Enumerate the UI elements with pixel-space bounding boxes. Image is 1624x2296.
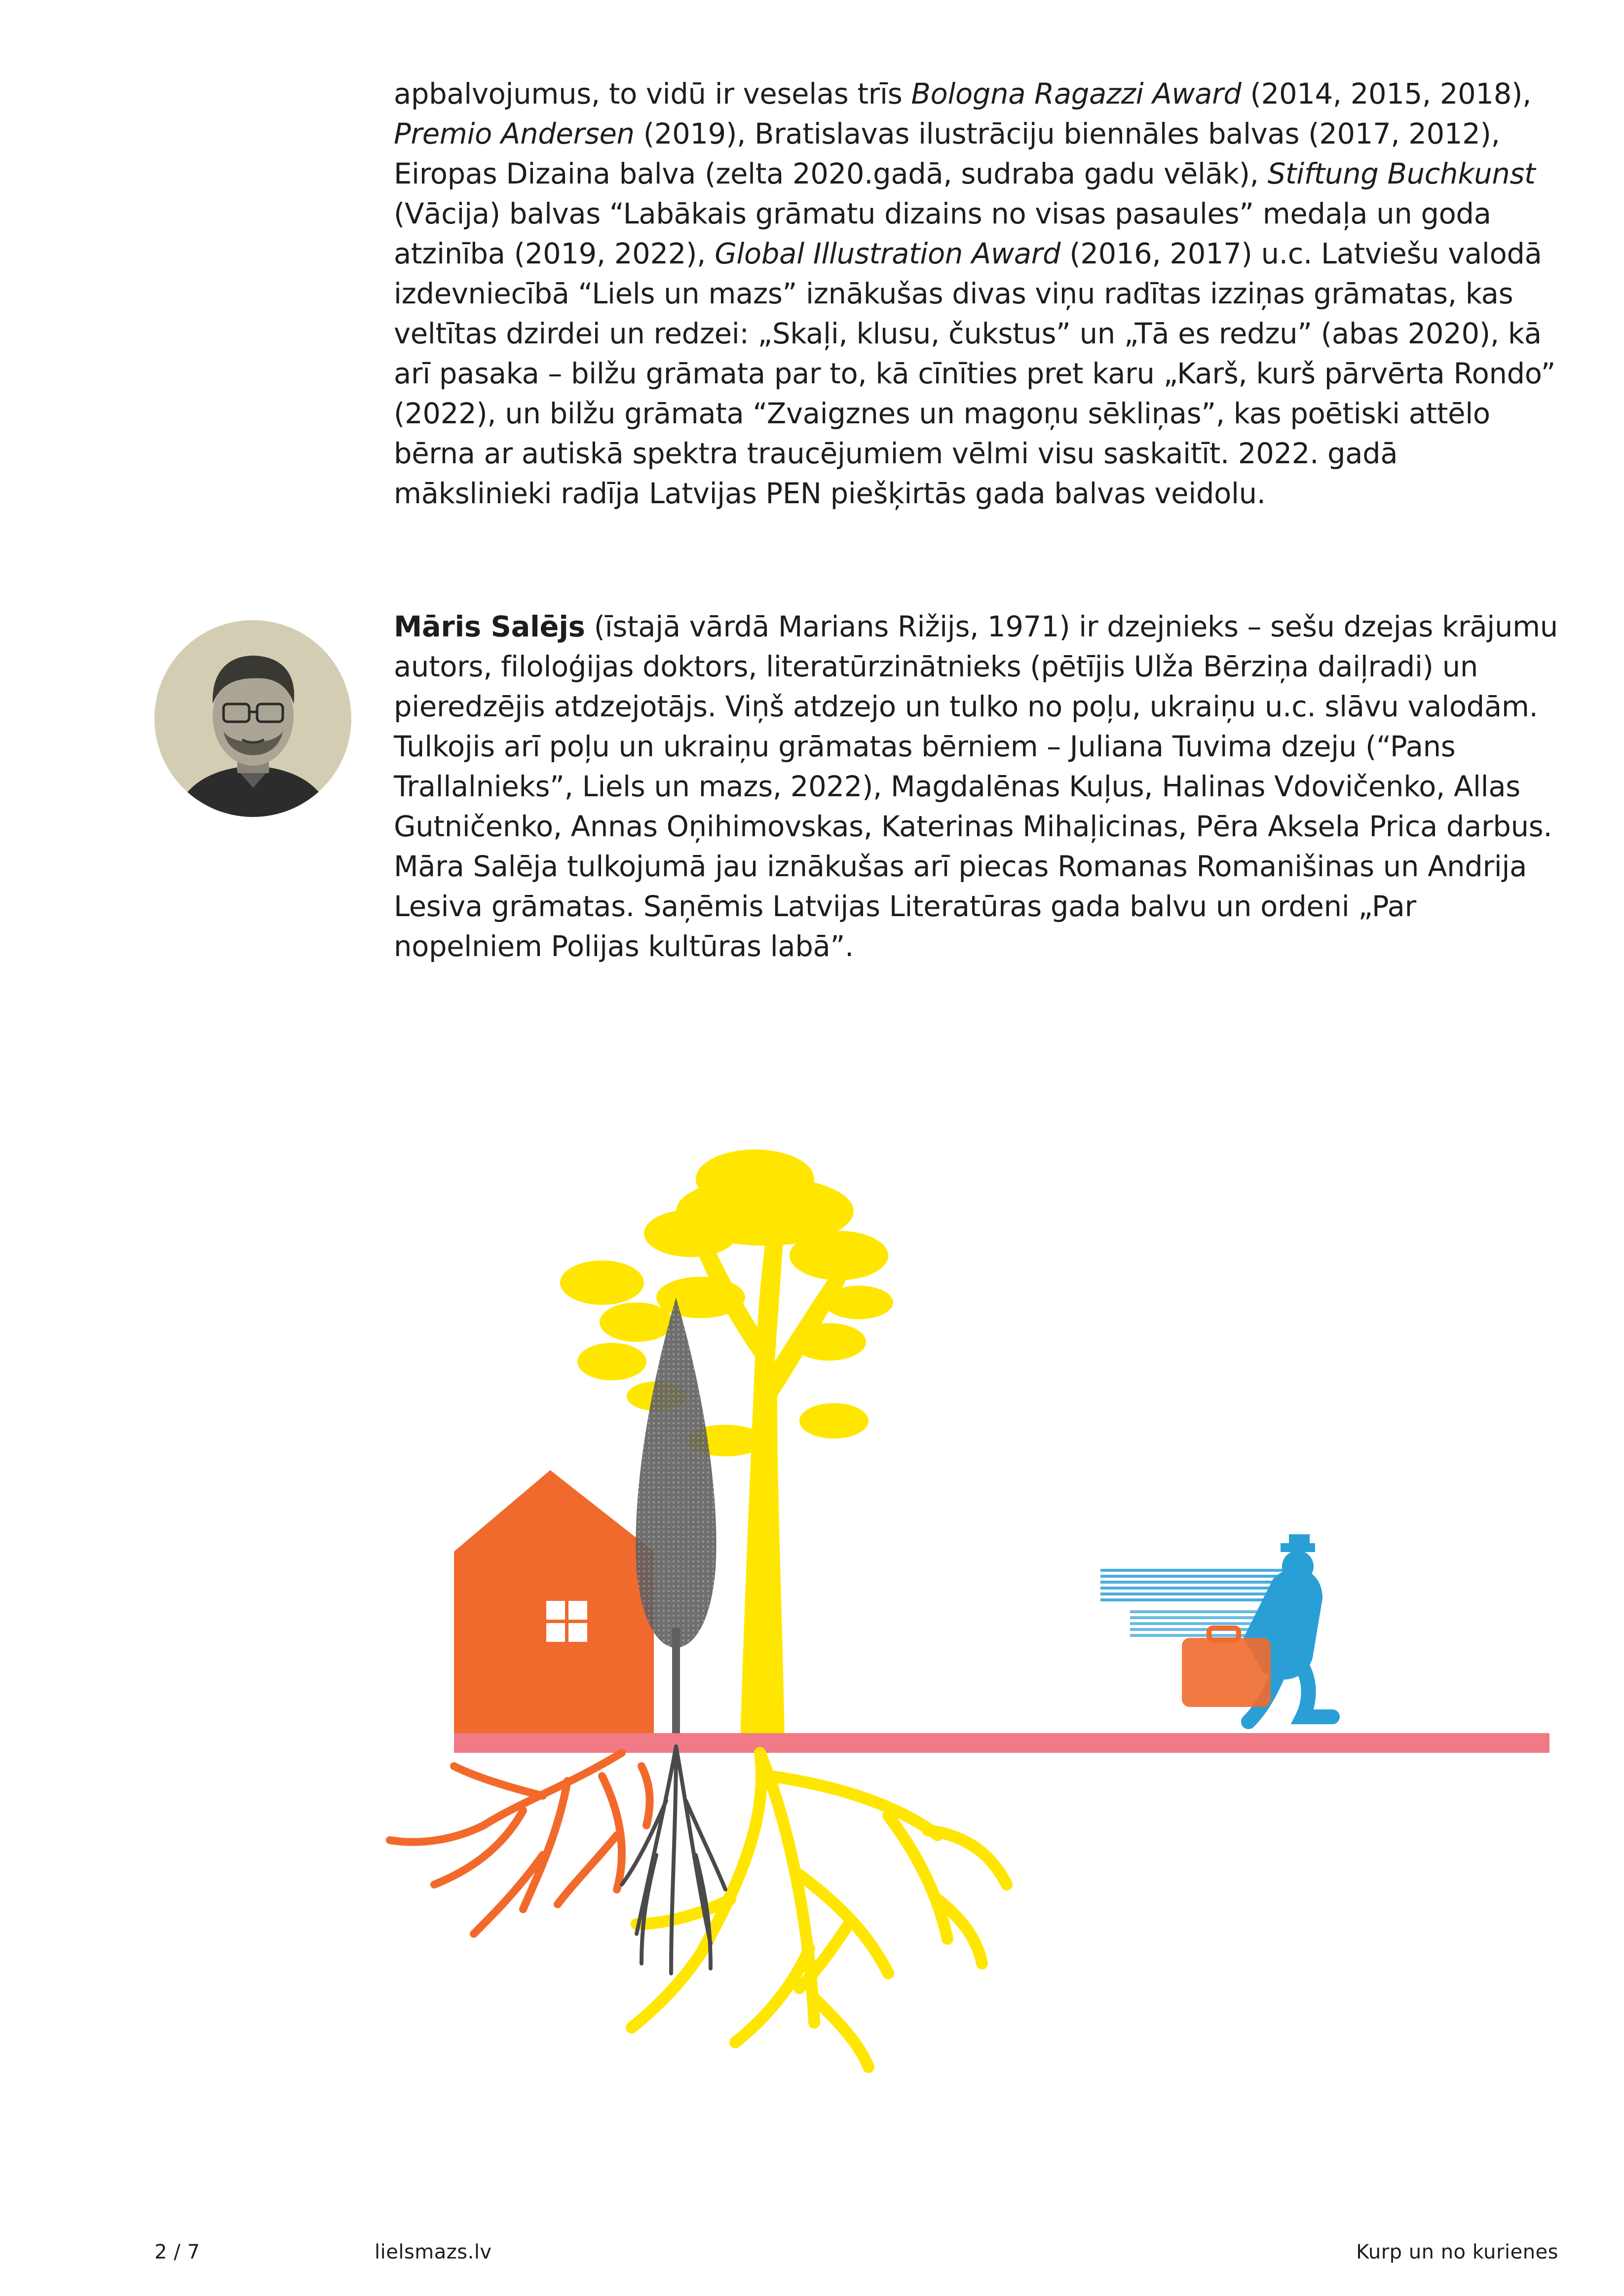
- traveler-figure: [1100, 1534, 1332, 1722]
- ground-line: [454, 1733, 1549, 1753]
- series-title: Kurp un no kurienes: [1356, 2241, 1558, 2263]
- intro-italic-title: Stiftung Buchkunst: [1267, 157, 1536, 190]
- intro-italic-title: Premio Andersen: [394, 117, 635, 150]
- intro-text: apbalvojumus, to vidū ir veselas trīs: [394, 77, 911, 111]
- intro-italic-title: Global Illustration Award: [715, 237, 1061, 270]
- bio-text: (īstajā vārdā Marians Rižijs, 1971) ir dzejnieks – sešu dzejas krājumu autors, filoloģijas doktors, literatūrzinātnieks (pētījis Ulža Bērziņa daiļradi) un pieredzējis atdzejotājs. Viņš atdzejo un tulko no poļu, ukraiņu u.c. slāvu valodām. Tulkojis arī poļu un ukraiņu grāmatas bērniem – Juliana Tuvima dzeju (“Pans Trallalnieks”, Liels un mazs, 2022), Magdalēnas Kuļus, Halinas Vdovičenko, Allas Gutničenko, Annas Oņihimovskas, Katerinas Mihaļicinas, Pēra Aksela Prica darbus. Māra Salēja tulkojumā jau iznākušas arī piecas Romanas Romanišinas un Andrija Lesiva grāmatas. Saņēmis Latvijas Literatūras gada balvu un ordeni „Par nopelniem Polijas kultūras labā”.: [394, 610, 1558, 963]
- portrait-photo: [154, 620, 351, 817]
- intro-text: (2016, 2017) u.c. Latviešu valodā izdevniecībā “Liels un mazs” iznākušas divas viņu radītas izziņas grāmatas, kas veltītas dzirdei un redzei: „Skaļi, klusu, čukstus” un „Tā es redzu” (abas 2020), kā arī pasaka – bilžu grāmata par to, kā cīnīties pret karu „Karš, kurš pārvērta Rondo” (2022), un bilžu grāmata “Zvaigznes un magoņu sēkliņas”, kas poētiski attēlo bērna ar autiskā spektra traucējumiem vēlmi visu saskaitīt. 2022. gadā mākslinieki radīja Latvijas PEN piešķirtās gada balvas veidolu.: [394, 237, 1556, 510]
- bio-name: Māris Salējs: [394, 610, 585, 643]
- site-link[interactable]: lielsmazs.lv: [375, 2241, 492, 2263]
- author-portrait: [154, 620, 351, 817]
- intro-italic-title: Bologna Ragazzi Award: [911, 77, 1242, 111]
- page-number: 2 / 7: [154, 2241, 200, 2263]
- intro-text: (2014, 2015, 2018),: [1241, 77, 1532, 111]
- intro-text: (Vācija) balvas “Labākais grāmatu dizains no visas pasaules” medaļa un goda atzinība (2019, 2022),: [394, 197, 1491, 270]
- yellow-tree-shape: [560, 1149, 893, 1741]
- bio-paragraph: [394, 607, 1558, 966]
- intro-paragraph: [394, 74, 1558, 514]
- intro-text: (2019), Bratislavas ilustrāciju biennāles balvas (2017, 2012), Eiropas Dizaina balva (zelta 2020.gadā, sudraba gadu vēlāk),: [394, 117, 1500, 190]
- roots-shape: [390, 1746, 1007, 2067]
- cypress-tree-shape: [636, 1297, 716, 1741]
- house-shape: [454, 1470, 654, 1737]
